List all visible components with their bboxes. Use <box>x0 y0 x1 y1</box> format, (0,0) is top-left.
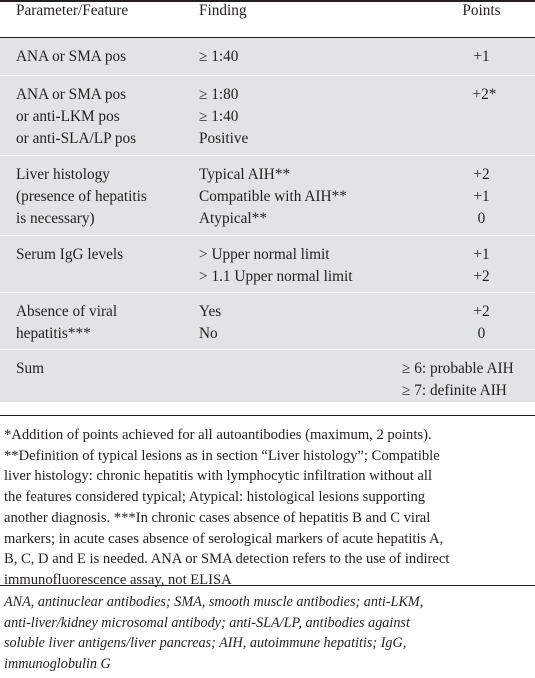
table-row <box>0 292 535 349</box>
parameter-cell <box>0 155 199 235</box>
footnotes <box>4 425 534 591</box>
points-text: ≥ 7: definite AIH <box>402 381 507 399</box>
finding-text: ≥ 1:80 <box>199 85 239 103</box>
table-bottom-rule <box>0 415 535 416</box>
parameter-text: ANA or SMA pos <box>16 47 127 65</box>
points-text: +2* <box>472 85 497 103</box>
points-text: 0 <box>477 209 486 227</box>
finding-cell <box>199 235 428 292</box>
table-row-sum <box>0 349 535 402</box>
finding-text: > 1.1 Upper normal limit <box>199 267 353 285</box>
points-text: 0 <box>477 324 486 342</box>
footnote-line: markers; in acute cases absence of serological markers of acute hepatitis A, <box>4 530 444 547</box>
abbreviation-line: anti-liver/kidney microsomal antibody; anti-SLA/LP, antibodies against <box>4 614 410 631</box>
points-text: +2 <box>473 302 490 320</box>
table-row <box>0 37 535 75</box>
parameter-text: (presence of hepatitis <box>16 187 147 205</box>
points-cell <box>428 75 535 155</box>
parameter-cell <box>0 292 199 349</box>
footnote-line: the features considered typical; Atypical: histological lesions supporting <box>4 489 426 506</box>
table-header-row <box>0 1 535 37</box>
finding-cell <box>199 292 428 349</box>
parameter-text: Sum <box>16 359 45 377</box>
finding-text: Compatible with AIH** <box>199 187 347 205</box>
parameter-cell <box>0 235 199 292</box>
finding-text: ≥ 1:40 <box>199 47 239 65</box>
parameter-text: ANA or SMA pos <box>16 85 127 103</box>
finding-text: Typical AIH** <box>199 165 291 183</box>
finding-text: ≥ 1:40 <box>199 107 239 125</box>
table-body <box>0 37 535 402</box>
points-cell <box>428 235 535 292</box>
finding-cell <box>199 75 428 155</box>
parameter-text: is necessary) <box>16 209 95 227</box>
footnote-line: liver histology: chronic hepatitis with lymphocytic infiltration without all <box>4 468 433 485</box>
footnote-line: immunofluorescence assay, not ELISA <box>4 571 232 588</box>
points-cell <box>402 349 535 402</box>
parameter-cell <box>0 75 199 155</box>
abbreviations <box>4 592 534 674</box>
footnote-line: *Addition of points achieved for all autoantibodies (maximum, 2 points). <box>4 427 432 443</box>
parameter-text: hepatitis*** <box>16 324 91 342</box>
parameter-text: Absence of viral <box>16 302 118 320</box>
abbreviation-line: ANA, antinuclear antibodies; SMA, smooth muscle antibodies; anti-LKM, <box>4 594 424 610</box>
points-text: +2 <box>473 267 490 285</box>
points-text: +1 <box>473 47 490 65</box>
finding-cell <box>199 349 428 402</box>
points-text: ≥ 6: probable AIH <box>402 359 514 377</box>
finding-cell <box>199 37 428 75</box>
finding-text: > Upper normal limit <box>199 245 330 263</box>
finding-text: No <box>199 324 218 342</box>
points-text: +1 <box>473 245 490 263</box>
parameter-cell <box>0 349 199 402</box>
parameter-text: Liver histology <box>16 165 110 183</box>
points-cell <box>428 37 535 75</box>
abbreviation-line: soluble liver antigens/liver pancreas; AIH, autoimmune hepatitis; IgG, <box>4 635 407 652</box>
parameter-cell <box>0 37 199 75</box>
header-finding: Finding <box>199 2 247 19</box>
points-text: +2 <box>473 165 490 183</box>
table-row <box>0 235 535 292</box>
header-points: Points <box>462 2 501 19</box>
parameter-text: Serum IgG levels <box>16 245 124 263</box>
points-cell <box>428 292 535 349</box>
table-row <box>0 75 535 155</box>
finding-text: Atypical** <box>199 209 267 227</box>
abbreviation-line: immunoglobulin G <box>4 655 111 672</box>
footnote-line: B, C, D and E is needed. ANA or SMA detection refers to the use of indirect <box>4 551 450 568</box>
abbreviations-rule <box>0 585 535 586</box>
parameter-text: or anti-LKM pos <box>16 107 120 125</box>
header-parameter: Parameter/Feature <box>16 2 129 19</box>
parameter-text: or anti-SLA/LP pos <box>16 129 137 147</box>
points-text: +1 <box>473 187 490 205</box>
finding-text: Yes <box>199 302 222 320</box>
finding-text: Positive <box>199 129 249 147</box>
points-cell <box>428 155 535 235</box>
table-row <box>0 155 535 235</box>
footnote-line: **Definition of typical lesions as in section “Liver histology”; Compatible <box>4 447 440 464</box>
footnote-line: another diagnosis. ***In chronic cases absence of hepatitis B and C viral <box>4 509 431 526</box>
finding-cell <box>199 155 428 235</box>
